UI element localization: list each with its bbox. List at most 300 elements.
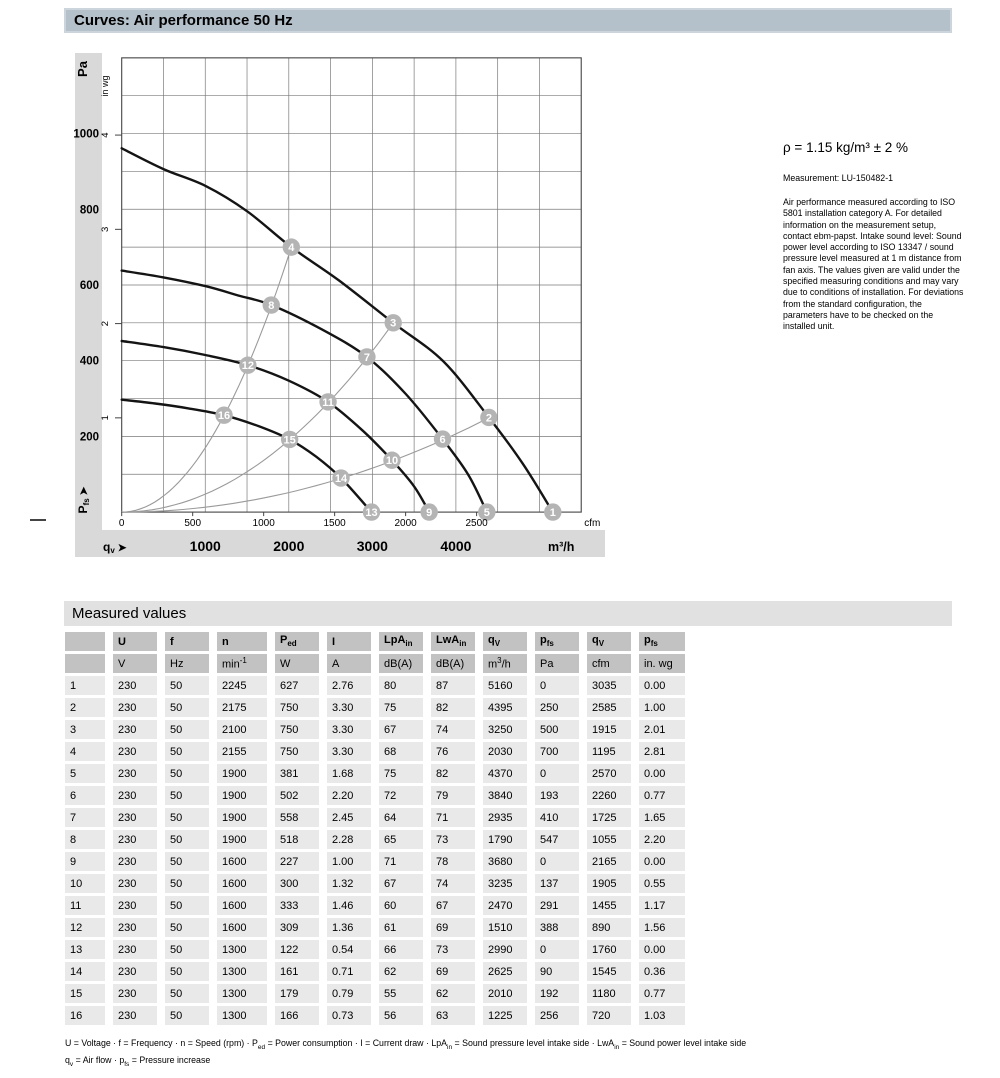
row-index-cell: 10 (65, 874, 105, 893)
value-cell: 230 (113, 852, 157, 871)
page-margin-mark (30, 519, 46, 521)
value-cell: 3840 (483, 786, 527, 805)
value-cell: 230 (113, 698, 157, 717)
column-header: $P_{ed}$ (275, 632, 319, 651)
cfm-tick-label: 1000 (252, 518, 275, 530)
fan-curve-2 (122, 271, 487, 512)
value-cell: 1195 (587, 742, 631, 761)
column-header: U (113, 632, 157, 651)
value-cell: 72 (379, 786, 423, 805)
value-cell: 0 (535, 676, 579, 695)
row-index-cell: 12 (65, 918, 105, 937)
value-cell: 137 (535, 874, 579, 893)
inwg-tick-label: 1 (100, 415, 111, 421)
m3h-tick-label: 1000 (189, 538, 221, 554)
value-cell: 750 (275, 720, 319, 739)
system-line-3 (122, 418, 489, 512)
column-unit: $\min^{-1}$ (217, 654, 267, 673)
column-header: LwA$_{in}$ (431, 632, 475, 651)
section-title: Measured values (72, 605, 187, 622)
value-cell: 750 (275, 698, 319, 717)
value-cell: 2.20 (639, 830, 685, 849)
value-cell: 161 (275, 962, 319, 981)
value-cell: 2.20 (327, 786, 371, 805)
value-cell: 50 (165, 918, 209, 937)
table-row (65, 742, 685, 761)
table-row (65, 720, 685, 739)
measurement-conditions-paragraph: Air performance measured according to ISO 5801 installation category A. For detailed information on the measurement setup, contact ebm-papst. Intake sound level: Sound power level according to ISO 13347 / sound pressure level measured at 1 m distance from fan axis. The values given are valid under the specified measuring conditions and may vary due to conditions of installation. For deviations from the standard configuration, the parameters have to be checked on the installed unit. (783, 197, 964, 332)
m3h-tick-label: 4000 (440, 538, 472, 554)
operating-point-10 (383, 452, 400, 469)
table-row (65, 1006, 685, 1025)
m3h-tick-label: 3000 (356, 538, 388, 554)
value-cell: 1300 (217, 1006, 267, 1025)
value-cell: 50 (165, 962, 209, 981)
pa-tick-label: 800 (79, 204, 99, 217)
value-cell: 61 (379, 918, 423, 937)
value-cell: 230 (113, 808, 157, 827)
column-unit: dB(A) (431, 654, 475, 673)
value-cell: 502 (275, 786, 319, 805)
value-cell: 60 (379, 896, 423, 915)
column-header: $p_{fs}$ (535, 632, 579, 651)
table-row (65, 852, 685, 871)
svg-text:10: 10 (385, 455, 399, 468)
inwg-axis-label: in wg (100, 75, 110, 97)
value-cell: 1545 (587, 962, 631, 981)
table-row (65, 896, 685, 915)
svg-text:4: 4 (288, 242, 295, 255)
value-cell: 1600 (217, 896, 267, 915)
measured-values-table (57, 629, 693, 1028)
value-cell: 50 (165, 698, 209, 717)
value-cell: 1.32 (327, 874, 371, 893)
column-unit: W (275, 654, 319, 673)
value-cell: 230 (113, 874, 157, 893)
value-cell: 1300 (217, 984, 267, 1003)
value-cell: 50 (165, 984, 209, 1003)
air-performance-chart (60, 45, 710, 565)
value-cell: 50 (165, 896, 209, 915)
column-unit: A (327, 654, 371, 673)
svg-text:15: 15 (283, 434, 296, 447)
row-index-cell: 11 (65, 896, 105, 915)
value-cell: 2245 (217, 676, 267, 695)
operating-point-4 (283, 238, 300, 255)
value-cell: 82 (431, 764, 475, 783)
value-cell: 193 (535, 786, 579, 805)
value-cell: 76 (431, 742, 475, 761)
value-cell: 1510 (483, 918, 527, 937)
operating-point-14 (332, 469, 349, 486)
value-cell: 3.30 (327, 742, 371, 761)
value-cell: 230 (113, 962, 157, 981)
operating-point-9 (420, 503, 437, 520)
pa-tick-label: 200 (79, 431, 99, 444)
value-cell: 381 (275, 764, 319, 783)
table-row (65, 874, 685, 893)
value-cell: 2.45 (327, 808, 371, 827)
value-cell: 122 (275, 940, 319, 959)
measurement-note (783, 140, 965, 333)
table-row (65, 940, 685, 959)
value-cell: 78 (431, 852, 475, 871)
value-cell: 74 (431, 874, 475, 893)
value-cell: 2.28 (327, 830, 371, 849)
value-cell: 3.30 (327, 698, 371, 717)
value-cell: 0.55 (639, 874, 685, 893)
value-cell: 627 (275, 676, 319, 695)
value-cell: 3250 (483, 720, 527, 739)
row-index-cell: 7 (65, 808, 105, 827)
operating-point-11 (319, 393, 336, 410)
svg-text:14: 14 (334, 472, 348, 485)
value-cell: 1.56 (639, 918, 685, 937)
value-cell: 79 (431, 786, 475, 805)
value-cell: 69 (431, 918, 475, 937)
table-row (65, 676, 685, 695)
value-cell: 1900 (217, 764, 267, 783)
column-header: $p_{fs}$ (639, 632, 685, 651)
value-cell: 227 (275, 852, 319, 871)
operating-point-13 (363, 503, 380, 520)
inwg-tick-label: 4 (100, 132, 111, 138)
value-cell: 2260 (587, 786, 631, 805)
value-cell: 2155 (217, 742, 267, 761)
svg-text:16: 16 (217, 410, 231, 423)
operating-point-12 (239, 357, 256, 374)
value-cell: 50 (165, 676, 209, 695)
value-cell: 50 (165, 1006, 209, 1025)
value-cell: 890 (587, 918, 631, 937)
value-cell: 2010 (483, 984, 527, 1003)
value-cell: 0.00 (639, 852, 685, 871)
fan-curve-4 (122, 400, 372, 512)
value-cell: 80 (379, 676, 423, 695)
value-cell: 230 (113, 896, 157, 915)
value-cell: 50 (165, 808, 209, 827)
svg-text:13: 13 (365, 507, 378, 519)
column-header (65, 632, 105, 651)
fan-curve-1 (122, 148, 553, 512)
value-cell: 300 (275, 874, 319, 893)
row-index-cell: 9 (65, 852, 105, 871)
svg-text:8: 8 (268, 299, 275, 312)
value-cell: 2625 (483, 962, 527, 981)
value-cell: 230 (113, 940, 157, 959)
value-cell: 179 (275, 984, 319, 1003)
table-row (65, 764, 685, 783)
flow-axis-band (100, 530, 605, 557)
table-row (65, 786, 685, 805)
value-cell: 3.30 (327, 720, 371, 739)
value-cell: 250 (535, 698, 579, 717)
cfm-tick-label: 1500 (323, 518, 346, 530)
value-cell: 1900 (217, 786, 267, 805)
row-index-cell: 16 (65, 1006, 105, 1025)
value-cell: 1.03 (639, 1006, 685, 1025)
row-index-cell: 6 (65, 786, 105, 805)
cfm-unit-label: cfm (584, 518, 601, 530)
value-cell: 1300 (217, 940, 267, 959)
column-unit: Pa (535, 654, 579, 673)
value-cell: 230 (113, 1006, 157, 1025)
svg-text:1: 1 (549, 507, 556, 519)
column-header: n (217, 632, 267, 651)
value-cell: 4395 (483, 698, 527, 717)
value-cell: 1600 (217, 852, 267, 871)
value-cell: 1455 (587, 896, 631, 915)
value-cell: 2030 (483, 742, 527, 761)
svg-text:5: 5 (483, 507, 490, 519)
table-footnote-line2: $q_v$ = Air flow · $p_{fs}$ = Pressure increase (65, 1055, 211, 1068)
value-cell: 69 (431, 962, 475, 981)
pa-axis-label: Pa (75, 61, 90, 77)
table-footnote-line1: U = Voltage · f = Frequency · n = Speed $(rpm) \cdot P_{ed}$ = Power consumption · I = Current draw · LpA$_{in}$ = Sound pressure level intake side · LwA$_{in}$ = Sound power level intake side (65, 1038, 747, 1051)
value-cell: 50 (165, 830, 209, 849)
operating-point-2 (480, 409, 497, 426)
value-cell: 56 (379, 1006, 423, 1025)
chart-grid (122, 58, 582, 512)
value-cell: 0.77 (639, 984, 685, 1003)
cfm-tick-label: 2000 (394, 518, 417, 530)
page-title: Curves: Air performance 50 Hz (74, 12, 293, 29)
row-index-cell: 3 (65, 720, 105, 739)
svg-text:6: 6 (439, 433, 446, 446)
value-cell: 547 (535, 830, 579, 849)
column-unit (65, 654, 105, 673)
value-cell: 63 (431, 1006, 475, 1025)
value-cell: 3680 (483, 852, 527, 871)
value-cell: 230 (113, 720, 157, 739)
cfm-tick-label: 2500 (465, 518, 488, 530)
cfm-tick-label: 500 (184, 518, 202, 530)
value-cell: 1760 (587, 940, 631, 959)
value-cell: 2585 (587, 698, 631, 717)
svg-text:2: 2 (485, 412, 492, 425)
value-cell: 2165 (587, 852, 631, 871)
value-cell: 2175 (217, 698, 267, 717)
value-cell: 75 (379, 698, 423, 717)
value-cell: 1900 (217, 830, 267, 849)
value-cell: 230 (113, 830, 157, 849)
table-row (65, 698, 685, 717)
operating-point-15 (281, 431, 298, 448)
value-cell: 0.00 (639, 940, 685, 959)
value-cell: 1725 (587, 808, 631, 827)
value-cell: 388 (535, 918, 579, 937)
value-cell: 230 (113, 742, 157, 761)
row-index-cell: 8 (65, 830, 105, 849)
value-cell: 230 (113, 918, 157, 937)
value-cell: 73 (431, 830, 475, 849)
value-cell: 71 (379, 852, 423, 871)
qv-axis-symbol: qv ➤ (103, 540, 127, 555)
value-cell: 0 (535, 764, 579, 783)
column-unit: $m^3/h$ (483, 654, 527, 673)
value-cell: 50 (165, 764, 209, 783)
value-cell: 0.00 (639, 764, 685, 783)
value-cell: 0.54 (327, 940, 371, 959)
value-cell: 50 (165, 874, 209, 893)
fan-curve-3 (122, 341, 430, 512)
svg-text:9: 9 (426, 507, 433, 519)
table-row (65, 918, 685, 937)
value-cell: 500 (535, 720, 579, 739)
value-cell: 1300 (217, 962, 267, 981)
table-row (65, 830, 685, 849)
value-cell: 82 (431, 698, 475, 717)
svg-text:7: 7 (363, 351, 370, 364)
value-cell: 720 (587, 1006, 631, 1025)
value-cell: 1.46 (327, 896, 371, 915)
value-cell: 410 (535, 808, 579, 827)
operating-point-7 (358, 348, 375, 365)
row-index-cell: 13 (65, 940, 105, 959)
value-cell: 2.01 (639, 720, 685, 739)
value-cell: 75 (379, 764, 423, 783)
value-cell: 1.68 (327, 764, 371, 783)
value-cell: 1180 (587, 984, 631, 1003)
row-index-cell: 4 (65, 742, 105, 761)
value-cell: 230 (113, 676, 157, 695)
value-cell: 71 (431, 808, 475, 827)
value-cell: 2935 (483, 808, 527, 827)
value-cell: 2470 (483, 896, 527, 915)
value-cell: 73 (431, 940, 475, 959)
value-cell: 2.76 (327, 676, 371, 695)
value-cell: 192 (535, 984, 579, 1003)
operating-point-6 (434, 430, 451, 447)
svg-text:11: 11 (322, 396, 334, 409)
pa-tick-label: 1000 (73, 128, 99, 141)
value-cell: 1055 (587, 830, 631, 849)
m3h-tick-label: 2000 (273, 538, 305, 554)
value-cell: 0.00 (639, 676, 685, 695)
value-cell: 4370 (483, 764, 527, 783)
system-line-2 (122, 323, 394, 512)
value-cell: 65 (379, 830, 423, 849)
value-cell: 55 (379, 984, 423, 1003)
value-cell: 0.36 (639, 962, 685, 981)
page-header-curves (64, 8, 952, 33)
value-cell: 0.79 (327, 984, 371, 1003)
value-cell: 1.65 (639, 808, 685, 827)
value-cell: 50 (165, 940, 209, 959)
column-header: $q_V$ (483, 632, 527, 651)
value-cell: 166 (275, 1006, 319, 1025)
value-cell: 1600 (217, 874, 267, 893)
inwg-tick-label: 2 (100, 320, 111, 327)
value-cell: 50 (165, 720, 209, 739)
column-header: f (165, 632, 209, 651)
value-cell: 1900 (217, 808, 267, 827)
inwg-tick-label: 3 (100, 226, 111, 232)
operating-point-16 (215, 406, 232, 423)
value-cell: 1225 (483, 1006, 527, 1025)
value-cell: 5160 (483, 676, 527, 695)
value-cell: 90 (535, 962, 579, 981)
measurement-reference: Measurement: LU-150482-1 (783, 173, 894, 183)
value-cell: 62 (379, 962, 423, 981)
column-header: LpA$_{in}$ (379, 632, 423, 651)
value-cell: 1.17 (639, 896, 685, 915)
value-cell: 333 (275, 896, 319, 915)
pfs-axis-symbol: Pfs ➤ (76, 486, 91, 514)
value-cell: 67 (431, 896, 475, 915)
value-cell: 558 (275, 808, 319, 827)
column-header: I (327, 632, 371, 651)
value-cell: 0.71 (327, 962, 371, 981)
value-cell: 256 (535, 1006, 579, 1025)
value-cell: 66 (379, 940, 423, 959)
pa-tick-label: 600 (79, 279, 99, 292)
value-cell: 518 (275, 830, 319, 849)
value-cell: 2.81 (639, 742, 685, 761)
m3h-unit-label: m³/h (548, 540, 575, 554)
row-index-cell: 14 (65, 962, 105, 981)
column-unit: V (113, 654, 157, 673)
value-cell: 62 (431, 984, 475, 1003)
value-cell: 309 (275, 918, 319, 937)
value-cell: 50 (165, 786, 209, 805)
value-cell: 700 (535, 742, 579, 761)
value-cell: 50 (165, 852, 209, 871)
row-index-cell: 5 (65, 764, 105, 783)
column-header: $q_V$ (587, 632, 631, 651)
cfm-tick-label: 0 (118, 518, 125, 530)
row-index-cell: 1 (65, 676, 105, 695)
svg-text:12: 12 (241, 360, 254, 373)
value-cell: 0.73 (327, 1006, 371, 1025)
value-cell: 1.00 (639, 698, 685, 717)
column-unit: in. wg (639, 654, 685, 673)
value-cell: 230 (113, 984, 157, 1003)
value-cell: 2570 (587, 764, 631, 783)
value-cell: 1600 (217, 918, 267, 937)
pa-tick-label: 400 (79, 355, 99, 368)
value-cell: 230 (113, 764, 157, 783)
value-cell: 67 (379, 720, 423, 739)
operating-point-3 (385, 314, 402, 331)
table-row (65, 808, 685, 827)
row-index-cell: 15 (65, 984, 105, 1003)
column-unit: cfm (587, 654, 631, 673)
value-cell: 0.77 (639, 786, 685, 805)
row-index-cell: 2 (65, 698, 105, 717)
value-cell: 2990 (483, 940, 527, 959)
value-cell: 1915 (587, 720, 631, 739)
value-cell: 750 (275, 742, 319, 761)
table-row (65, 962, 685, 981)
value-cell: 1.36 (327, 918, 371, 937)
value-cell: 3235 (483, 874, 527, 893)
value-cell: 67 (379, 874, 423, 893)
value-cell: 0 (535, 940, 579, 959)
value-cell: 64 (379, 808, 423, 827)
table-row (65, 984, 685, 1003)
value-cell: 1905 (587, 874, 631, 893)
value-cell: 2100 (217, 720, 267, 739)
svg-text:3: 3 (390, 317, 397, 330)
value-cell: 50 (165, 742, 209, 761)
value-cell: 230 (113, 786, 157, 805)
value-cell: 87 (431, 676, 475, 695)
value-cell: 1790 (483, 830, 527, 849)
value-cell: 3035 (587, 676, 631, 695)
value-cell: 1.00 (327, 852, 371, 871)
value-cell: 68 (379, 742, 423, 761)
